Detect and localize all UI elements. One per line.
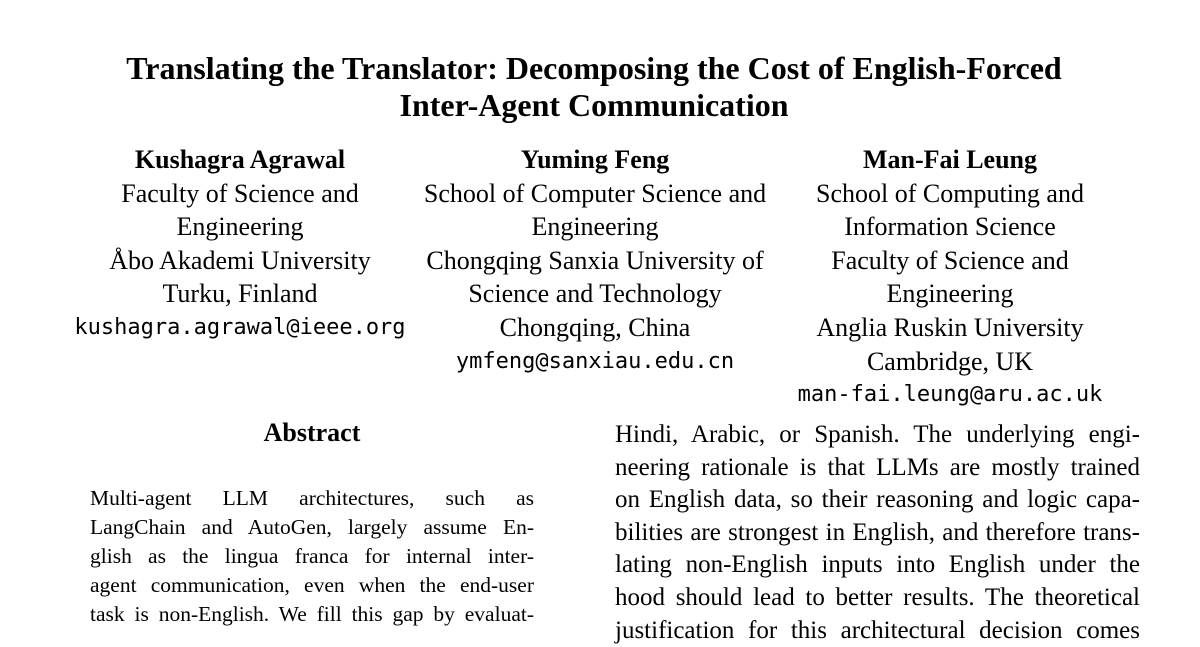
author-email: kushagra.agrawal@ieee.org (74, 314, 406, 340)
body-line: Hindi, Arabic, or Spanish. The underlying engi- (615, 421, 1140, 448)
author-affiliation-line: Faculty of Science and (121, 178, 359, 208)
intro-column-text (615, 419, 1140, 647)
author-affiliation-line: Engineering (886, 279, 1014, 309)
body-line: justification for this architectural decision comes (615, 616, 1140, 644)
body-line: hood should lead to better results. The theoretical (615, 583, 1140, 611)
author-name: Man-Fai Leung (862, 145, 1038, 174)
author-affiliation-line: Anglia Ruskin University (816, 312, 1084, 342)
abstract-line: agent communication, even when the end-user (90, 573, 534, 597)
abstract-body (90, 484, 534, 629)
author-affiliation-line: Chongqing, China (499, 312, 691, 342)
author-block (770, 143, 1130, 412)
body-line: on English data, so their reasoning and logic capa- (615, 486, 1140, 514)
author-affiliation-line: Åbo Akademi University (109, 245, 371, 275)
author-affiliation-line: Engineering (531, 212, 659, 242)
author-affiliation-line: Cambridge, UK (866, 346, 1034, 376)
body-line: lating non-English inputs into English under the (615, 551, 1140, 579)
author-name: Kushagra Agrawal (134, 145, 346, 174)
author-affiliation-line: Turku, Finland (162, 279, 318, 309)
body-line: bilities are strongest in English, and therefore trans- (615, 518, 1140, 546)
abstract-line: Multi-agent LLM architectures, such as (90, 486, 534, 510)
author-affiliation-line: Science and Technology (468, 279, 722, 309)
author-block (400, 143, 790, 378)
author-affiliation-line: Engineering (176, 212, 304, 242)
abstract-line: glish as the lingua franca for internal inter- (90, 544, 534, 568)
abstract-heading: Abstract (263, 418, 361, 447)
title-line: Inter-Agent Communication (399, 87, 789, 123)
author-affiliation-line: Information Science (844, 212, 1056, 242)
author-affiliation-line: School of Computer Science and (423, 178, 767, 208)
author-name: Yuming Feng (520, 145, 670, 174)
title-line: Translating the Translator: Decomposing the Cost of English-Forced (126, 50, 1062, 86)
author-affiliation-line: Chongqing Sanxia University of (426, 245, 764, 275)
author-block (50, 143, 430, 345)
body-line: neering rationale is that LLMs are mostly trained (615, 453, 1140, 481)
author-affiliation-line: Faculty of Science and (831, 245, 1069, 275)
abstract-line: LangChain and AutoGen, largely assume En- (90, 515, 534, 539)
abstract-line: task is non-English. We fill this gap by evaluat- (90, 602, 534, 626)
author-email: ymfeng@sanxiau.edu.cn (455, 348, 735, 374)
author-email: man-fai.leung@aru.ac.uk (797, 382, 1103, 408)
paper-title (40, 50, 1148, 124)
author-affiliation-line: School of Computing and (816, 178, 1084, 208)
